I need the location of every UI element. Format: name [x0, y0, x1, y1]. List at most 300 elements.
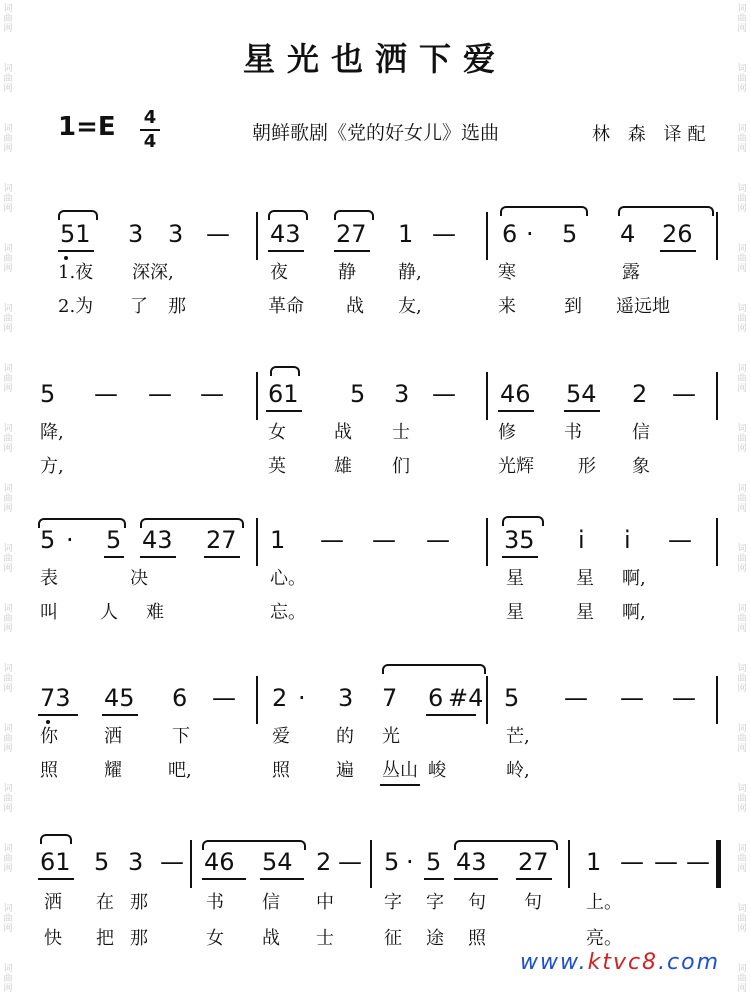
- song-title: 星光也洒下爱: [242, 40, 507, 78]
- watermark-char: 曲: [737, 974, 747, 984]
- watermark-char: 曲: [3, 914, 13, 924]
- watermark-group: [2, 124, 14, 154]
- watermark-group: [736, 4, 748, 34]
- watermark-char: 曲: [3, 854, 13, 864]
- lyric: 英: [268, 456, 286, 477]
- dash: —: [94, 380, 118, 408]
- watermark-group: [2, 304, 14, 334]
- lyric: 光: [382, 726, 400, 747]
- lyric: 夜: [270, 262, 288, 283]
- watermark-char: 词: [3, 364, 13, 374]
- lyric: 芒,: [506, 726, 530, 747]
- note: 3: [394, 380, 410, 408]
- slur: [268, 210, 308, 220]
- watermark-char: 网: [737, 984, 747, 994]
- note: 6: [428, 684, 444, 712]
- lyric: 了: [130, 296, 148, 317]
- watermark-char: 曲: [3, 734, 13, 744]
- lyric: 修: [498, 422, 516, 443]
- watermark-char: 曲: [737, 794, 747, 804]
- lyric: 寒: [498, 262, 516, 283]
- lyric: 人: [100, 602, 118, 623]
- lyric: 友,: [398, 296, 422, 317]
- watermark-char: 网: [737, 384, 747, 394]
- dash: —: [564, 684, 588, 712]
- beam-line: [660, 250, 696, 252]
- watermark-char: 网: [737, 204, 747, 214]
- watermark-group: [2, 664, 14, 694]
- slur: [618, 206, 714, 216]
- barline: [486, 676, 488, 724]
- watermark-char: 曲: [3, 134, 13, 144]
- barline: [256, 518, 258, 566]
- watermark-char: 词: [737, 664, 747, 674]
- lyric: 啊,: [622, 602, 646, 623]
- lyric: 征: [384, 928, 402, 949]
- final-barline: [716, 840, 721, 888]
- barline: [256, 212, 258, 260]
- lyric: 1.夜: [58, 262, 94, 283]
- watermark-group: [736, 664, 748, 694]
- dash: —: [200, 380, 224, 408]
- beam-line: [202, 878, 246, 880]
- note: 1: [398, 220, 414, 248]
- watermark-char: 网: [737, 924, 747, 934]
- lyric: 上。: [586, 892, 622, 913]
- watermark-char: 曲: [737, 74, 747, 84]
- slur: [334, 210, 374, 220]
- watermark-group: [736, 244, 748, 274]
- lyric: 那: [130, 928, 148, 949]
- slur: [38, 518, 126, 528]
- note: 3: [338, 684, 354, 712]
- note: 35: [504, 526, 535, 554]
- watermark-char: 词: [3, 184, 13, 194]
- watermark-char: 网: [3, 564, 13, 574]
- lyric: 峻: [428, 760, 446, 781]
- slur: [382, 664, 486, 674]
- slur: [502, 516, 544, 526]
- watermark-char: 曲: [3, 314, 13, 324]
- note: 61: [268, 380, 299, 408]
- slur: [454, 840, 558, 850]
- watermark-group: [736, 904, 748, 934]
- watermark-left: [2, 0, 14, 1002]
- watermark-char: 词: [3, 664, 13, 674]
- beam-line: [260, 878, 304, 880]
- note: 6: [172, 684, 188, 712]
- watermark-group: [2, 724, 14, 754]
- dash: —: [338, 848, 362, 876]
- watermark-char: 词: [3, 604, 13, 614]
- barline: [486, 372, 488, 420]
- watermark-char: 曲: [737, 254, 747, 264]
- watermark-char: 词: [737, 304, 747, 314]
- note: 3: [128, 220, 144, 248]
- dash: —: [432, 220, 456, 248]
- watermark-char: 网: [3, 84, 13, 94]
- watermark-char: 词: [3, 64, 13, 74]
- note: 5: [94, 848, 110, 876]
- dot: ·: [66, 526, 74, 554]
- note: 1: [586, 848, 602, 876]
- watermark-group: [2, 784, 14, 814]
- watermark-char: 词: [3, 304, 13, 314]
- barline: [370, 840, 372, 888]
- watermark-char: 曲: [3, 554, 13, 564]
- note: 5: [40, 380, 56, 408]
- watermark-group: [2, 4, 14, 34]
- watermark-char: 词: [737, 844, 747, 854]
- lyric: 的: [336, 726, 354, 747]
- watermark-group: [736, 964, 748, 994]
- note: 3: [168, 220, 184, 248]
- watermark-char: 网: [3, 444, 13, 454]
- watermark-char: 词: [737, 184, 747, 194]
- lyric: 吧,: [168, 760, 192, 781]
- site-logo[interactable]: [520, 950, 720, 975]
- watermark-char: 词: [737, 64, 747, 74]
- watermark-char: 网: [3, 864, 13, 874]
- key-signature: 1=E: [58, 112, 116, 142]
- note: 5: [562, 220, 578, 248]
- watermark-char: 词: [3, 124, 13, 134]
- dash: —: [320, 526, 344, 554]
- beam-line: [424, 878, 444, 880]
- watermark-char: 网: [737, 24, 747, 34]
- note: 26: [662, 220, 693, 248]
- dash: —: [432, 380, 456, 408]
- watermark-group: [736, 484, 748, 514]
- meter-bottom: 4: [143, 131, 157, 152]
- lyric: 照: [40, 760, 58, 781]
- dot: ·: [298, 684, 306, 712]
- watermark-char: 网: [3, 504, 13, 514]
- lyric: 把: [96, 928, 114, 949]
- lyric: 来: [498, 296, 516, 317]
- beam-line: [454, 878, 498, 880]
- meter-top: 4: [143, 107, 157, 128]
- watermark-char: 网: [737, 444, 747, 454]
- lyric: 句: [524, 892, 542, 913]
- barline: [486, 518, 488, 566]
- lyric: 途: [426, 928, 444, 949]
- watermark-char: 曲: [3, 434, 13, 444]
- lyric: 你: [40, 726, 58, 747]
- beam-line: [564, 410, 600, 412]
- watermark-char: 词: [3, 964, 13, 974]
- lyric: 深深,: [132, 262, 174, 283]
- lyric: 静,: [398, 262, 422, 283]
- lyric: 女: [268, 422, 286, 443]
- watermark-char: 曲: [3, 374, 13, 384]
- watermark-char: 曲: [737, 734, 747, 744]
- note: 5: [350, 380, 366, 408]
- lyric: 中: [316, 892, 334, 913]
- watermark-char: 曲: [3, 794, 13, 804]
- watermark-char: 网: [737, 624, 747, 634]
- watermark-char: 词: [737, 424, 747, 434]
- watermark-char: 曲: [3, 254, 13, 264]
- note: 4: [620, 220, 636, 248]
- watermark-char: 曲: [737, 494, 747, 504]
- barline: [190, 840, 192, 888]
- watermark-char: 网: [3, 984, 13, 994]
- lyric: 忘。: [270, 602, 306, 623]
- watermark-char: 词: [737, 124, 747, 134]
- barline: [568, 840, 570, 888]
- beam-line: [426, 714, 476, 716]
- beam-line: [502, 556, 538, 558]
- lyric: 叫: [40, 602, 58, 623]
- watermark-group: [736, 544, 748, 574]
- lyric: 啊,: [622, 568, 646, 589]
- dash: —: [148, 380, 172, 408]
- note: 1: [270, 526, 286, 554]
- watermark-char: 词: [3, 844, 13, 854]
- watermark-group: [2, 364, 14, 394]
- note: 2: [632, 380, 648, 408]
- note: 27: [518, 848, 549, 876]
- lyric: 战: [346, 296, 364, 317]
- watermark-char: 词: [3, 484, 13, 494]
- watermark-char: 网: [3, 324, 13, 334]
- watermark-char: 词: [737, 724, 747, 734]
- beam-line: [498, 410, 534, 412]
- watermark-group: [2, 964, 14, 994]
- watermark-char: 曲: [3, 74, 13, 84]
- dash: —: [372, 526, 396, 554]
- lyric: 句: [468, 892, 486, 913]
- watermark-char: 网: [3, 264, 13, 274]
- watermark-char: 曲: [737, 194, 747, 204]
- watermark-char: 网: [737, 864, 747, 874]
- watermark-char: 词: [737, 244, 747, 254]
- watermark-char: 曲: [737, 674, 747, 684]
- lyric: 星: [576, 602, 594, 623]
- watermark-group: [736, 844, 748, 874]
- dash: —: [668, 526, 692, 554]
- lyric: 下: [172, 726, 190, 747]
- note: 43: [142, 526, 173, 554]
- watermark-char: 曲: [737, 374, 747, 384]
- note: 6: [502, 220, 518, 248]
- watermark-group: [736, 184, 748, 214]
- lyric: 难: [146, 602, 164, 623]
- watermark-group: [2, 184, 14, 214]
- barline: [256, 676, 258, 724]
- watermark-char: 网: [3, 204, 13, 214]
- lyric: 士: [392, 422, 410, 443]
- watermark-char: 曲: [737, 614, 747, 624]
- beam-line: [334, 250, 370, 252]
- watermark-char: 词: [737, 964, 747, 974]
- lyric: 士: [316, 928, 334, 949]
- lyric: 形: [578, 456, 596, 477]
- barline: [716, 676, 718, 724]
- watermark-char: 曲: [3, 974, 13, 984]
- watermark-char: 网: [737, 504, 747, 514]
- watermark-char: 网: [3, 804, 13, 814]
- dash: —: [686, 848, 710, 876]
- watermark-char: 网: [737, 324, 747, 334]
- lyric: 信: [262, 892, 280, 913]
- note: 5: [40, 526, 56, 554]
- slur: [270, 366, 300, 376]
- lyric: 耀: [104, 760, 122, 781]
- barline: [256, 372, 258, 420]
- watermark-char: 网: [737, 564, 747, 574]
- lyric: 象: [632, 456, 650, 477]
- dash: —: [212, 684, 236, 712]
- watermark-char: 曲: [737, 434, 747, 444]
- watermark-char: 词: [737, 4, 747, 14]
- dot: ·: [526, 220, 534, 248]
- watermark-group: [2, 424, 14, 454]
- beam-line: [516, 878, 552, 880]
- lyric: 岭,: [506, 760, 530, 781]
- watermark-char: 曲: [3, 194, 13, 204]
- beam-line: [38, 878, 74, 880]
- note: i: [624, 526, 631, 554]
- lyric: 们: [392, 456, 410, 477]
- watermark-char: 词: [737, 544, 747, 554]
- lyric: 星: [576, 568, 594, 589]
- note: 7: [382, 684, 398, 712]
- note: #4: [448, 684, 484, 712]
- note: 3: [128, 848, 144, 876]
- watermark-char: 网: [737, 144, 747, 154]
- watermark-char: 词: [3, 424, 13, 434]
- note: 43: [270, 220, 301, 248]
- note: 45: [104, 684, 135, 712]
- watermark-char: 网: [3, 24, 13, 34]
- note: i: [578, 526, 585, 554]
- note: 2: [272, 684, 288, 712]
- beam-line: [38, 714, 78, 716]
- watermark-char: 网: [737, 264, 747, 274]
- watermark-char: 词: [3, 544, 13, 554]
- lyric: 那: [168, 296, 186, 317]
- time-signature: [140, 108, 160, 152]
- note: 2: [316, 848, 332, 876]
- note: 61: [40, 848, 71, 876]
- watermark-char: 曲: [3, 614, 13, 624]
- lyric: 静: [338, 262, 356, 283]
- beam-line: [104, 556, 124, 558]
- barline: [716, 212, 718, 260]
- watermark-group: [736, 124, 748, 154]
- dash: —: [160, 848, 184, 876]
- logo-prefix: www.: [520, 950, 588, 975]
- watermark-char: 词: [737, 484, 747, 494]
- lyric: 书: [564, 422, 582, 443]
- dash: —: [206, 220, 230, 248]
- lyric: 2.为: [58, 296, 94, 317]
- beam-line: [102, 714, 138, 716]
- watermark-group: [2, 904, 14, 934]
- watermark-char: 网: [3, 744, 13, 754]
- watermark-char: 词: [3, 4, 13, 14]
- lyric: 光辉: [498, 456, 534, 477]
- lyric-underline: [380, 784, 420, 786]
- watermark-char: 曲: [737, 854, 747, 864]
- lyric: 字: [426, 892, 444, 913]
- lyric: 露: [622, 262, 640, 283]
- lyric: 照: [468, 928, 486, 949]
- lyric: 亮。: [586, 928, 622, 949]
- lyric: 照: [272, 760, 290, 781]
- watermark-char: 网: [3, 144, 13, 154]
- note: 46: [204, 848, 235, 876]
- low-octave-dot: [46, 720, 50, 724]
- watermark-right: [736, 0, 748, 1002]
- lyric: 丛山: [382, 760, 418, 781]
- watermark-char: 词: [737, 904, 747, 914]
- lyric: 女: [206, 928, 224, 949]
- logo-brand: ktvc8: [587, 950, 659, 975]
- watermark-char: 网: [3, 624, 13, 634]
- lyric: 雄: [334, 456, 352, 477]
- lyric: 表: [40, 568, 58, 589]
- lyric: 书: [206, 892, 224, 913]
- lyric: 字: [384, 892, 402, 913]
- lyric: 爱: [272, 726, 290, 747]
- lyric: 降,: [40, 422, 64, 443]
- beam-line: [140, 556, 176, 558]
- dash: —: [672, 684, 696, 712]
- beam-line: [58, 250, 94, 252]
- dash: —: [672, 380, 696, 408]
- dot: ·: [406, 848, 414, 876]
- watermark-group: [736, 364, 748, 394]
- watermark-char: 词: [3, 244, 13, 254]
- source-note: 朝鲜歌剧《党的好女儿》选曲: [252, 122, 500, 144]
- watermark-group: [736, 604, 748, 634]
- watermark-char: 网: [3, 684, 13, 694]
- note: 5: [426, 848, 442, 876]
- slur: [40, 834, 72, 844]
- note: 51: [60, 220, 91, 248]
- lyric: 心。: [270, 568, 306, 589]
- watermark-char: 曲: [737, 914, 747, 924]
- barline: [486, 212, 488, 260]
- watermark-group: [736, 784, 748, 814]
- barline: [716, 372, 718, 420]
- lyric: 在: [96, 892, 114, 913]
- watermark-group: [2, 244, 14, 274]
- lyric: 快: [44, 928, 62, 949]
- lyric: 方,: [40, 456, 64, 477]
- arranger-credit: 林 森 译配: [592, 124, 712, 145]
- watermark-group: [2, 604, 14, 634]
- lyric: 信: [632, 422, 650, 443]
- lyric: 星: [506, 602, 524, 623]
- watermark-group: [736, 724, 748, 754]
- watermark-char: 曲: [3, 14, 13, 24]
- dash: —: [426, 526, 450, 554]
- watermark-char: 词: [737, 604, 747, 614]
- watermark-char: 网: [737, 684, 747, 694]
- watermark-char: 曲: [3, 674, 13, 684]
- lyric: 决: [130, 568, 148, 589]
- beam-line: [268, 250, 304, 252]
- watermark-char: 曲: [737, 14, 747, 24]
- note: 43: [456, 848, 487, 876]
- watermark-char: 曲: [737, 554, 747, 564]
- note: 5: [384, 848, 400, 876]
- slur: [140, 518, 244, 528]
